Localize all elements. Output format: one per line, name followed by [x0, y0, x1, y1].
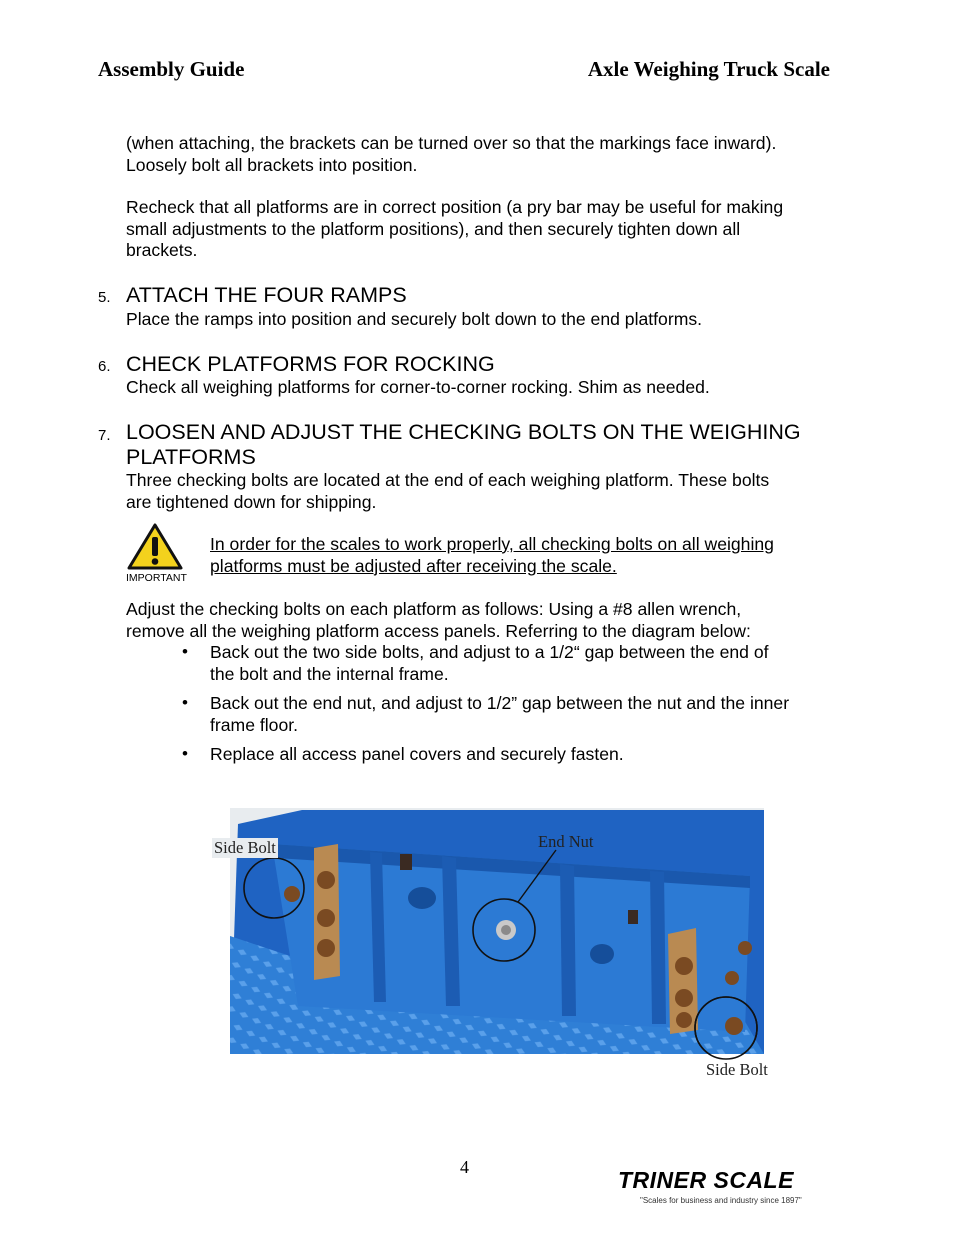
step-number: 5. [98, 289, 111, 306]
bullet-item [210, 642, 769, 685]
triner-scale-logo: TRINER SCALE [618, 1167, 794, 1193]
logo-tagline: "Scales for business and industry since 1897" [640, 1196, 802, 1205]
label-end-nut: End Nut [538, 832, 594, 851]
text-line: small adjustments to the platform positions), and then securely tighten down all [126, 218, 741, 239]
step-number: 7. [98, 427, 111, 444]
intro-paragraph-2 [126, 197, 783, 262]
step-text: Place the ramps into position and securely bolt down to the end platforms. [126, 309, 703, 329]
label-side-bolt-left: Side Bolt [214, 838, 276, 857]
adjust-paragraph [126, 599, 751, 642]
step-number: 6. [98, 358, 111, 375]
text-line: Recheck that all platforms are in correct position (a pry bar may be useful for making [126, 197, 784, 217]
important-note [210, 534, 774, 577]
page-number: 4 [460, 1157, 469, 1177]
important-label: IMPORTANT [126, 572, 187, 584]
step-title: ATTACH THE FOUR RAMPS [126, 283, 407, 307]
text-line: Adjust the checking bolts on each platform as follows: Using a #8 allen wrench, [126, 599, 742, 619]
text-line: Back out the end nut, and adjust to 1/2” gap between the nut and the inner [210, 693, 790, 713]
bullet-item [210, 744, 624, 766]
label-side-bolt-right: Side Bolt [706, 1060, 768, 1079]
header-right: Axle Weighing Truck Scale [587, 57, 830, 81]
text-line: Replace all access panel covers and securely fasten. [210, 744, 624, 764]
title-line: PLATFORMS [126, 445, 256, 469]
text-line: Back out the two side bolts, and adjust to a 1/2“ gap between the end of [210, 642, 769, 662]
text-line: Loosely bolt all brackets into position. [126, 154, 418, 175]
text-line: Three checking bolts are located at the end of each weighing platform. These bolts [126, 470, 770, 490]
text-line: platforms must be adjusted after receiving the scale. [210, 555, 617, 576]
text-line: the bolt and the internal frame. [210, 663, 449, 684]
step-text: Check all weighing platforms for corner-to-corner rocking. Shim as needed. [126, 377, 710, 397]
platform-diagram [210, 806, 790, 1088]
text-line: frame floor. [210, 714, 299, 735]
text-line: (when attaching, the brackets can be turned over so that the markings face inward). [126, 133, 777, 153]
bullet-marker: • [182, 693, 188, 712]
title-line: LOOSEN AND ADJUST THE CHECKING BOLTS ON THE WEIGHING [126, 420, 801, 444]
text-line: brackets. [126, 240, 198, 260]
step-text [126, 470, 769, 513]
step-title [126, 420, 801, 470]
warning-icon [126, 522, 184, 570]
text-line: are tightened down for shipping. [126, 491, 377, 512]
text-line: remove all the weighing platform access panels. Referring to the diagram below: [126, 620, 751, 641]
bullet-item [210, 693, 789, 736]
header-left: Assembly Guide [98, 57, 245, 81]
bullet-marker: • [182, 642, 188, 661]
intro-paragraph-1 [126, 133, 776, 176]
step-title: CHECK PLATFORMS FOR ROCKING [126, 352, 495, 376]
text-line: In order for the scales to work properly, all checking bolts on all weighing [210, 534, 774, 554]
bullet-marker: • [182, 744, 188, 763]
